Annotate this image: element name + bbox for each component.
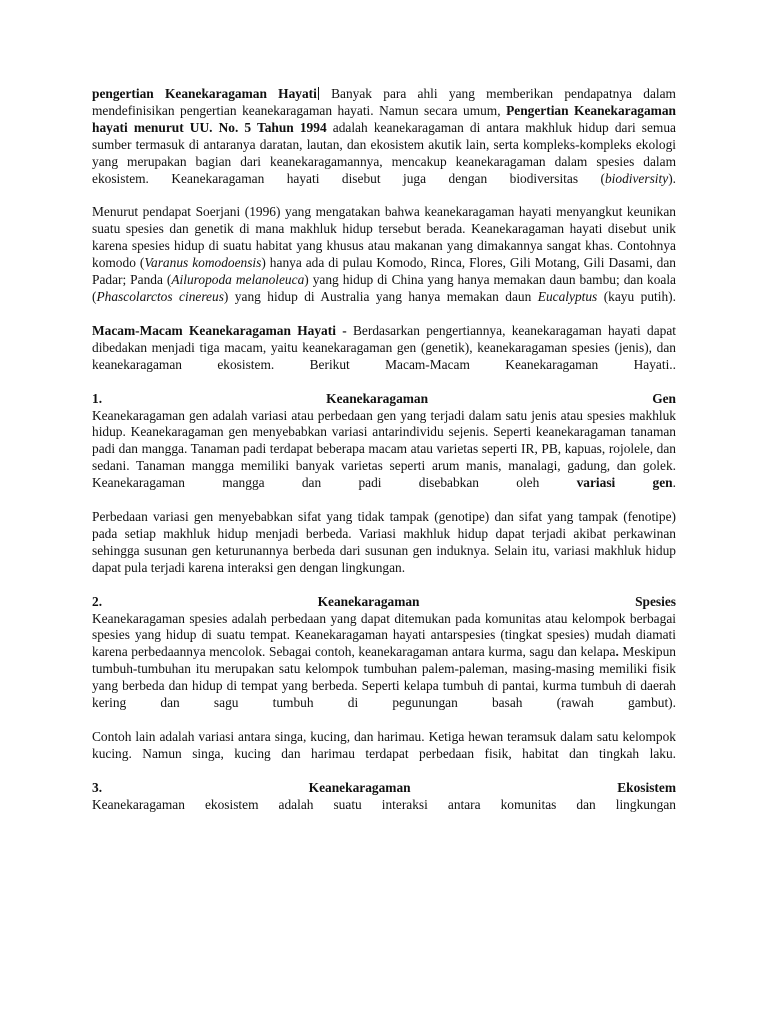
bold-run: . (615, 644, 619, 660)
italic-run: Phascolarctos cinereus (96, 288, 224, 304)
italic-run: Varanus komodoensis (144, 255, 262, 271)
text-run: ) yang hidup di China yang hanya memakan daun bambu; dan koala ( (92, 272, 676, 304)
bold-run: Pengertian Keanekaragaman hayati menurut UU. No. 5 Tahun 1994 (92, 102, 676, 135)
italic-run: biodiversity (604, 170, 669, 186)
section-word: Ekosistem (617, 779, 676, 795)
paragraph-soerjani (92, 204, 676, 305)
text-run: Keanekaragaman spesies adalah perbedaan yang dapat ditemukan pada komunitas atau kelompok berbagai spesies yang hidup di suatu tempat. Keanekaragaman hayati antarspesies (tingkat spesies) mudah diamati karena perbedaannya mencolok. Sebagai contoh, keanekaragaman antara kurma, sagu dan kelapa (92, 610, 676, 660)
paragraph-ekosistem (92, 797, 676, 814)
section-word: Spesies (635, 593, 676, 609)
paragraph-variasi (92, 509, 676, 577)
italic-run: Ailuropoda melanoleuca (171, 272, 305, 288)
section-word: Keanekaragaman (308, 779, 411, 795)
text-run: adalah keanekaragaman di antara makhluk hidup dari semua sumber termasuk di antaranya daratan, lautan, dan ekosistem akutik lain, serta kompleks-kompleks ekologi yang merupakan bagian dari keanekaragamannya, mencakup keanekaragaman dalam spesies dalam ekosistem. Keanekaragaman hayati disebut juga dengan biodiversitas ( (92, 119, 676, 186)
text-run: Contoh lain adalah variasi antara singa, kucing, dan harimau. Ketiga hewan teramsuk dalam satu kelompok kucing. Namun singa, kucing dan harimau terdapat perbedaan fisik, habitat dan tingkah laku. (92, 729, 676, 761)
italic-run: Eucalyptus (537, 288, 598, 304)
text-run: Banyak para ahli yang memberikan pendapatnya dalam mendefinisikan pengertian keanekaragaman hayati. Namun secara umum, (92, 86, 676, 118)
text-run: ) yang hidup di Australia yang hanya memakan daun (223, 288, 538, 304)
text-run: Perbedaan variasi gen menyebabkan sifat yang tidak tampak (genotipe) dan sifat yang tampak (fenotipe) pada setiap makhluk hidup menjadi berbeda. Variasi makhluk hidup dapat terjadi akibat perkawinan sehingga susunan gen keturunannya berbeda dari susunan gen induknya. Selain itu, variasi makhluk hidup dapat pula terjadi karena interaksi gen dengan lingkungan. (92, 509, 676, 575)
text-run: Keanekaragaman ekosistem adalah suatu interaksi antara komunitas dan lingkungan (92, 796, 676, 812)
text-run: (kayu putih). (597, 288, 676, 304)
text-run: Keanekaragaman gen adalah variasi atau perbedaan gen yang terjadi dalam satu jenis atau spesies makhluk hidup. Keanekaragaman gen menyebabkan variasi antarindividu sejenis. Seperti keanekaragaman tanaman padi dan mangga. Tanaman padi terdapat beberapa macam atau varietas seperti IR, PB, kapuas, rojolele, dan sedani. Tanaman mangga memiliki banyak varietas seperti arum manis, manalagi, gadung, dan golek. Keanekaragaman mangga dan padi disebabkan oleh (92, 407, 676, 491)
text-run: Meskipun tumbuh-tumbuhan itu merupakan satu kelompok tumbuhan palem-paleman, masing-masing memiliki fisik yang berbeda dan hidup di tempat yang berbeda. Seperti kelapa tumbuh di pantai, kurma tumbuh di daerah kering dan sagu tumbuh di pegunungan basah (rawah gambut). (92, 644, 676, 711)
bold-run: Macam-Macam Keanekaragaman Hayati - (92, 322, 347, 338)
text-run: ) hanya ada di pulau Komodo, Rinca, Flores, Gili Motang, Gili Dasami, dan Padar; Panda ( (92, 255, 677, 288)
section-heading-spesies (92, 594, 676, 611)
section-heading-gen (92, 391, 676, 408)
text-run: ). (668, 170, 676, 186)
paragraph-macam (92, 323, 676, 374)
section-number: 3. (92, 779, 103, 795)
paragraph-intro (92, 86, 676, 187)
section-word: Keanekaragaman (326, 390, 429, 406)
section-word: Gen (652, 390, 676, 406)
paragraph-title: pengertian Keanekaragaman Hayati (92, 86, 317, 101)
text-run: Berdasarkan pengertiannya, keanekaragaman hayati dapat dibedakan menjadi tiga macam, yaitu keanekaragaman gen (genetik), keanekaragaman spesies (jenis), dan keanekaragaman ekosistem. Berikut Macam-Macam Keanekaragaman Hayati.. (92, 322, 676, 372)
text-cursor (318, 87, 319, 100)
paragraph-spesies (92, 611, 676, 712)
bold-run: variasi gen (576, 475, 673, 491)
paragraph-gen (92, 408, 676, 493)
paragraph-contoh (92, 729, 676, 763)
section-word: Keanekaragaman (317, 593, 420, 609)
section-number: 1. (92, 390, 103, 406)
section-number: 2. (92, 593, 103, 609)
text-run: Menurut pendapat Soerjani (1996) yang mengatakan bahwa keanekaragaman hayati menyangkut keunikan suatu spesies dan genetik di mana makhluk hidup tersebut berada. Keanekaragaman hayati disebut unik karena spesies hidup di suatu habitat yang khusus atau makanan yang dimakannya sangat khas. Contohnya komodo ( (92, 204, 676, 271)
text-run: . (672, 475, 676, 491)
section-heading-ekosistem (92, 780, 676, 797)
